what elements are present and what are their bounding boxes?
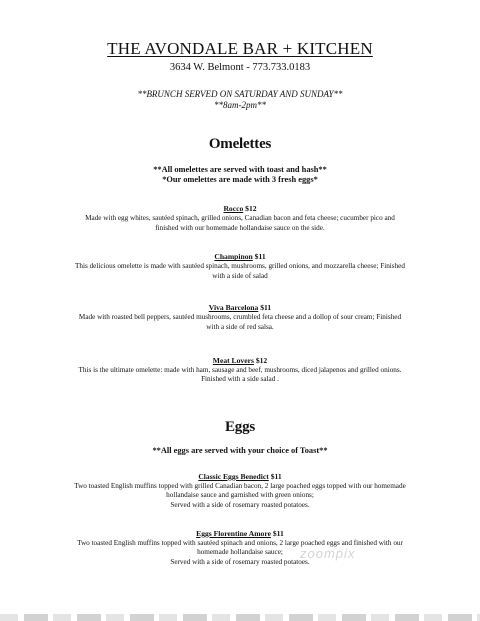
menu-item-description: Made with roasted bell peppers, sautéed mushrooms, crumbled feta cheese and a dollop of sour cream; Finished (78, 313, 402, 322)
menu-item-description: finished with our homemade hollandaise sauce on the side. (155, 223, 325, 232)
menu-item-price: $11 (260, 303, 272, 313)
menu-item-description: Finished with a side salad . (201, 375, 279, 384)
omelettes-note: *Our omelettes are made with 3 fresh eggs* (162, 175, 318, 184)
menu-item-heading (18, 303, 462, 313)
menu-item-description: with a side of red salsa. (206, 322, 274, 331)
menu-item-name: Eggs Florentine Amore (196, 528, 271, 538)
menu-item-name: Classic Eggs Benedict (198, 471, 269, 481)
omelettes-note: **All omelettes are served with toast and hash** (153, 165, 327, 174)
menu-item-rocco (18, 204, 462, 233)
brunch-hours: **8am-2pm** (214, 100, 266, 110)
menu-item-description: Made with egg whites, sautéed spinach, grilled onions, Canadian bacon and feta cheese; cucumber pico and (85, 214, 395, 222)
menu-item-description: hollandaise sauce and garnished with green onions; (166, 491, 314, 500)
menu-item-description: This delicious omelette is made with sautéed spinach, mushrooms, grilled onions, and mozzarella cheese; Finished (75, 262, 405, 271)
menu-item-heading (18, 356, 462, 366)
menu-item-heading (18, 204, 462, 214)
eggs-section-title: Eggs (224, 418, 256, 435)
menu-item-description: Two toasted English muffins topped with sautéed spinach and onions, 2 large poached eggs and finished with our (77, 538, 403, 547)
menu-item-price: $11 (270, 471, 282, 481)
omelettes-section-title: Omelettes (208, 136, 272, 152)
brunch-notice: **BRUNCH SERVED ON SATURDAY AND SUNDAY** (137, 89, 343, 99)
menu-item-price: $11 (254, 252, 266, 262)
menu-item-price: $11 (272, 528, 284, 538)
menu-item-description: homemade hollandaise sauce; (197, 548, 283, 557)
menu-item-price: $12 (255, 355, 268, 365)
menu-item-price: $12 (245, 204, 257, 213)
menu-item-eggs-florentine-amore (18, 529, 462, 568)
scan-edge-strip (0, 614, 480, 621)
menu-item-heading (18, 252, 462, 262)
menu-item-description: with a side of salad (212, 271, 268, 280)
eggs-note: **All eggs are served with your choice of Toast** (152, 445, 328, 455)
menu-item-description: Served with a side of rosemary roasted potatoes. (170, 500, 310, 509)
menu-item-heading (18, 472, 462, 482)
menu-item-description: This is the ultimate omelette: made with ham, sausage and beef, mushrooms, diced jalapenos and grilled onions. (78, 365, 402, 374)
menu-item-viva-barcelona (18, 303, 462, 332)
menu-item-name: Rocco (223, 204, 244, 213)
menu-item-description: Two toasted English muffins topped with grilled Canadian bacon, 2 large poached eggs topped with our homemade (74, 481, 406, 490)
restaurant-title: THE AVONDALE BAR + KITCHEN (107, 39, 373, 58)
menu-item-description: Served with a side of rosemary roasted potatoes. (170, 557, 310, 566)
menu-item-meat-lovers (18, 356, 462, 385)
menu-item-name: Meat Lovers (212, 355, 254, 365)
menu-item-heading (18, 529, 462, 539)
menu-item-champinon (18, 252, 462, 281)
restaurant-address: 3634 W. Belmont - 773.733.0183 (169, 62, 311, 73)
menu-item-name: Champinon (214, 252, 253, 262)
menu-item-classic-eggs-benedict (18, 472, 462, 511)
watermark-text: zoompix (300, 546, 356, 561)
menu-item-name: Viva Barcelona (208, 303, 259, 313)
